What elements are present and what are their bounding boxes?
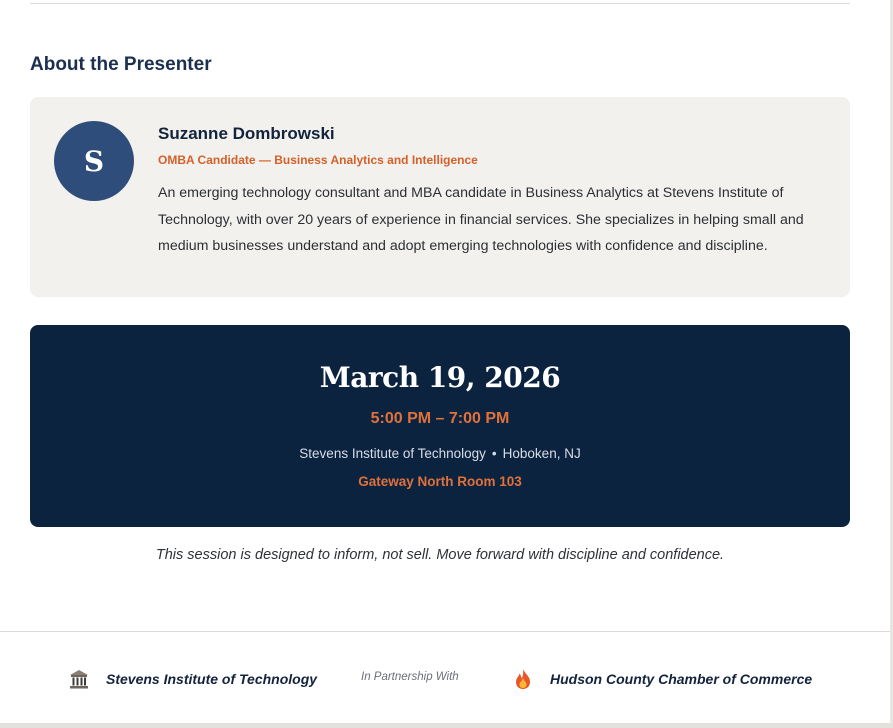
- location-separator: •: [491, 446, 497, 461]
- partner-name: Hudson County Chamber of Commerce: [550, 671, 813, 687]
- divider: [30, 3, 850, 4]
- institution-icon: [68, 668, 90, 690]
- presenter-card: [30, 97, 850, 297]
- avatar: S: [54, 121, 134, 201]
- flame-icon: [512, 668, 534, 690]
- footer: [0, 632, 890, 723]
- event-card: [30, 325, 850, 527]
- event-location: [30, 446, 850, 461]
- partner-name: Stevens Institute of Technology: [106, 671, 318, 687]
- presenter-bio: An emerging technology consultant and MBA candidate in Business Analytics at Stevens Institute of Technology, with over 20 years of experience in financial services. She specializes in helping small and medium businesses understand and adopt emerging technologies with confidence and discipline.: [158, 185, 804, 254]
- partner-hudson: [512, 668, 812, 690]
- presenter-name: Suzanne Dombrowski: [158, 124, 335, 143]
- bottom-edge: [0, 723, 893, 728]
- event-city: Hoboken, NJ: [502, 446, 581, 461]
- event-date: March 19, 2026: [319, 361, 561, 394]
- tagline: This session is designed to inform, not sell. Move forward with discipline and confidence.: [155, 547, 725, 563]
- event-time: 5:00 PM – 7:00 PM: [370, 410, 510, 427]
- section-title: About the Presenter: [30, 54, 212, 75]
- partner-stevens: [68, 668, 317, 690]
- event-venue: Stevens Institute of Technology: [299, 446, 486, 461]
- presenter-role: OMBA Candidate — Business Analytics and Intelligence: [158, 153, 478, 167]
- event-room: Gateway North Room 103: [358, 474, 522, 489]
- partnership-label: In Partnership With: [361, 671, 459, 683]
